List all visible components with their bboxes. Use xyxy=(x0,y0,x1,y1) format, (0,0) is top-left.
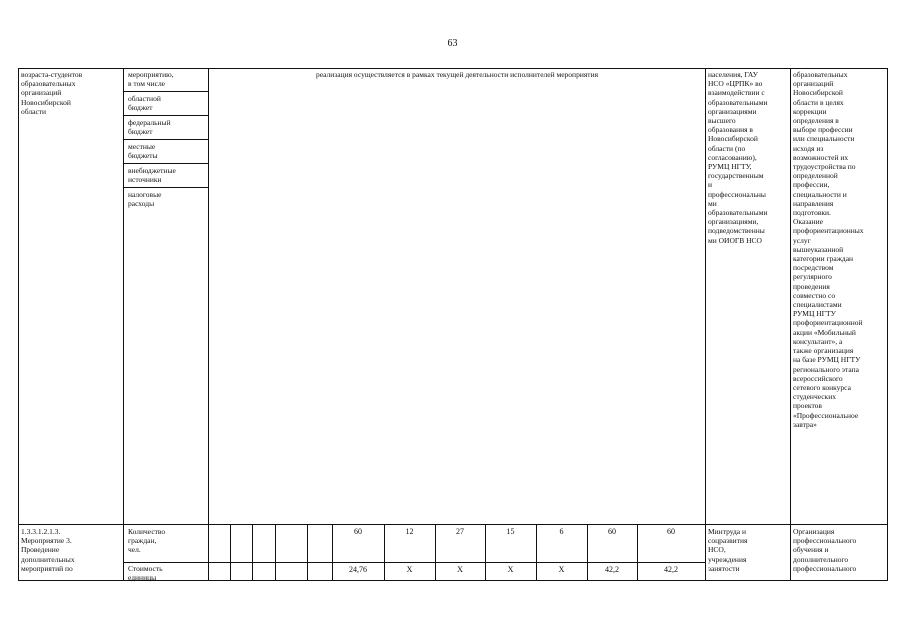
indicator-value: 42,2 xyxy=(605,565,619,574)
indicator-label: Стоимость единицы xyxy=(128,564,163,583)
result-cell: Организация профессионального обучения и дополнительного профессионального xyxy=(793,527,857,573)
funding-divider xyxy=(123,115,208,116)
indicator-value: X xyxy=(406,565,413,574)
indicator-value: 24,76 xyxy=(349,565,367,574)
indicator-value: X xyxy=(507,565,514,574)
row-divider xyxy=(18,524,888,525)
indicator-divider xyxy=(123,562,705,563)
column-divider xyxy=(790,68,791,581)
indicator-value: 42,2 xyxy=(664,565,678,574)
funding-source: местные бюджеты xyxy=(128,142,158,161)
indicator-label: Количество граждан, чел. xyxy=(128,527,166,555)
funding-source: федеральный бюджет xyxy=(128,118,171,137)
indicator-value: 60 xyxy=(608,527,616,536)
column-divider xyxy=(208,68,209,581)
indicator-value: X xyxy=(457,565,463,574)
funding-divider xyxy=(123,163,208,164)
page-number: 63 xyxy=(447,38,458,49)
indicator-value: 15 xyxy=(506,527,515,536)
indicator-value: 27 xyxy=(456,527,464,536)
value-column-divider xyxy=(252,524,253,581)
indicator-value: 12 xyxy=(405,527,414,536)
executors-cell: населения, ГАУ НСО «ЦРПК» во взаимодействии с образовательными организациями высшего образования в Новосибирской области (по согласованию), РУМЦ НГТУ, государственным и профессиональны ми образовательными организациями, подведомственны ми ОИОГВ НСО xyxy=(708,70,768,245)
indicator-value: 6 xyxy=(559,527,564,536)
indicator-value: X xyxy=(558,565,565,574)
indicator-value: 60 xyxy=(667,527,675,536)
goal-cell: 1.3.3.1.2.1.3. Мероприятие 3. Проведение дополнительных мероприятий по xyxy=(21,527,75,573)
indicator-value: 60 xyxy=(354,527,362,536)
value-column-divider xyxy=(307,524,308,581)
funding-divider xyxy=(123,187,208,188)
funding-source: областной бюджет xyxy=(128,94,161,113)
goal-cell: возраста-студентов образовательных организаций Новосибирской области xyxy=(21,70,83,116)
funding-source: мероприятию, в том числе xyxy=(128,70,174,89)
column-divider xyxy=(705,68,706,581)
executors-cell: Минтруда и соцразвития НСО, учреждения занятости xyxy=(708,527,748,573)
merged-note: реализация осуществляется в рамках текущей деятельности исполнителей мероприятия xyxy=(315,70,599,79)
funding-divider xyxy=(123,91,208,92)
program-table xyxy=(18,68,888,581)
value-column-divider xyxy=(230,524,231,581)
funding-source: внебюджетные источники xyxy=(128,166,176,185)
funding-source: налоговые расходы xyxy=(128,190,162,209)
result-cell: образовательных организаций Новосибирской области в целях коррекции определения в выборе профессии или специальности исходя из возможностей их трудоустройства по определенной профессии, специальности и направления подготовки. Оказание профориентационных услуг вышеуказанной категории граждан посредством регулярного проведения совместно со специалистами РУМЦ НГТУ профориентационной акции «Мобильный консультант», а также организация на базе РУМЦ НГТУ регионального этапа всероссийского сетевого конкурса студенческих проектов «Профессиональное завтра» xyxy=(793,70,864,429)
funding-divider xyxy=(123,139,208,140)
column-divider xyxy=(123,68,124,581)
value-column-divider xyxy=(275,524,276,581)
